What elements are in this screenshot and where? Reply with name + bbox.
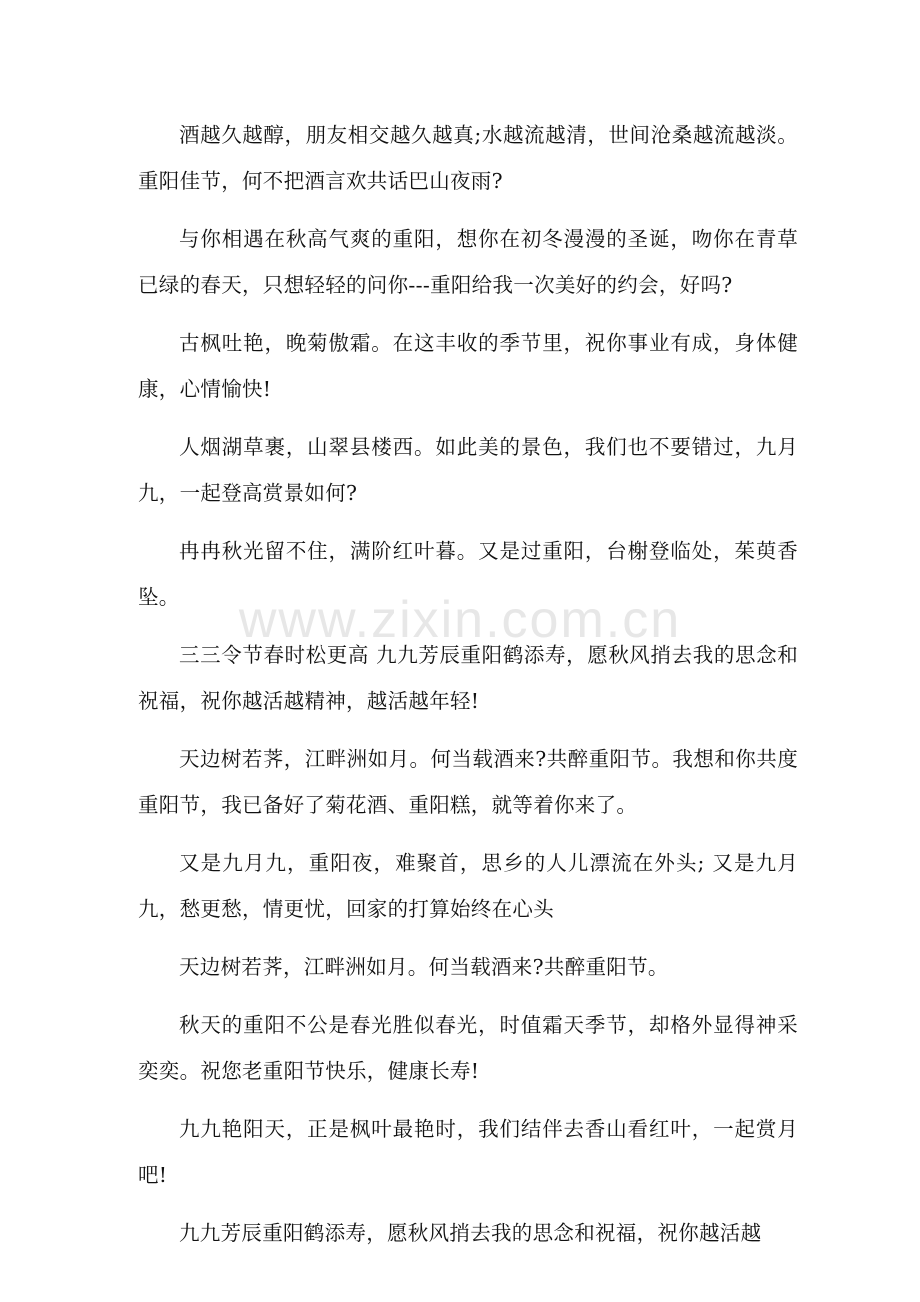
watermark: www.zixin.com.cn: [238, 591, 682, 649]
document-body: [138, 112, 798, 1268]
paragraph: 与你相遇在秋高气爽的重阳，想你在初冬漫漫的圣诞，吻你在青草已绿的春天，只想轻轻的问你---重阳给我一次美好的约会，好吗?: [138, 227, 798, 297]
paragraph: 九九艳阳天，正是枫叶最艳时，我们结伴去香山看红叶，一起赏月吧!: [138, 1117, 798, 1187]
paragraph: 天边树若荠，江畔洲如月。何当载酒来?共醉重阳节。我想和你共度重阳节，我已备好了菊花酒、重阳糕，就等着你来了。: [138, 747, 798, 817]
paragraph: 三三令节春时松更高 九九芳辰重阳鹤添寿，愿秋风捎去我的思念和祝福，祝你越活越精神，越活越年轻!: [138, 643, 798, 713]
paragraph: 秋天的重阳不公是春光胜似春光，时值霜天季节，却格外显得神采奕奕。祝您老重阳节快乐，健康长寿!: [138, 1013, 798, 1083]
paragraph: 又是九月九，重阳夜，难聚首，思乡的人儿漂流在外头; 又是九月九，愁更愁，情更忧，回家的打算始终在心头: [138, 851, 798, 921]
paragraph: 九九芳辰重阳鹤添寿，愿秋风捎去我的思念和祝福，祝你越活越: [179, 1221, 762, 1245]
paragraph: 酒越久越醇，朋友相交越久越真;水越流越清，世间沧桑越流越淡。重阳佳节，何不把酒言欢共话巴山夜雨?: [138, 123, 798, 193]
paragraph: 古枫吐艳，晚菊傲霜。在这丰收的季节里，祝你事业有成，身体健康，心情愉快!: [138, 331, 798, 401]
paragraph: 人烟湖草裹，山翠县楼西。如此美的景色，我们也不要错过，九月九，一起登高赏景如何?: [138, 435, 798, 505]
paragraph: 天边树若荠，江畔洲如月。何当载酒来?共醉重阳节。: [179, 955, 669, 979]
paragraph: 冉冉秋光留不住，满阶红叶暮。又是过重阳，台榭登临处，茱萸香坠。: [138, 539, 798, 609]
